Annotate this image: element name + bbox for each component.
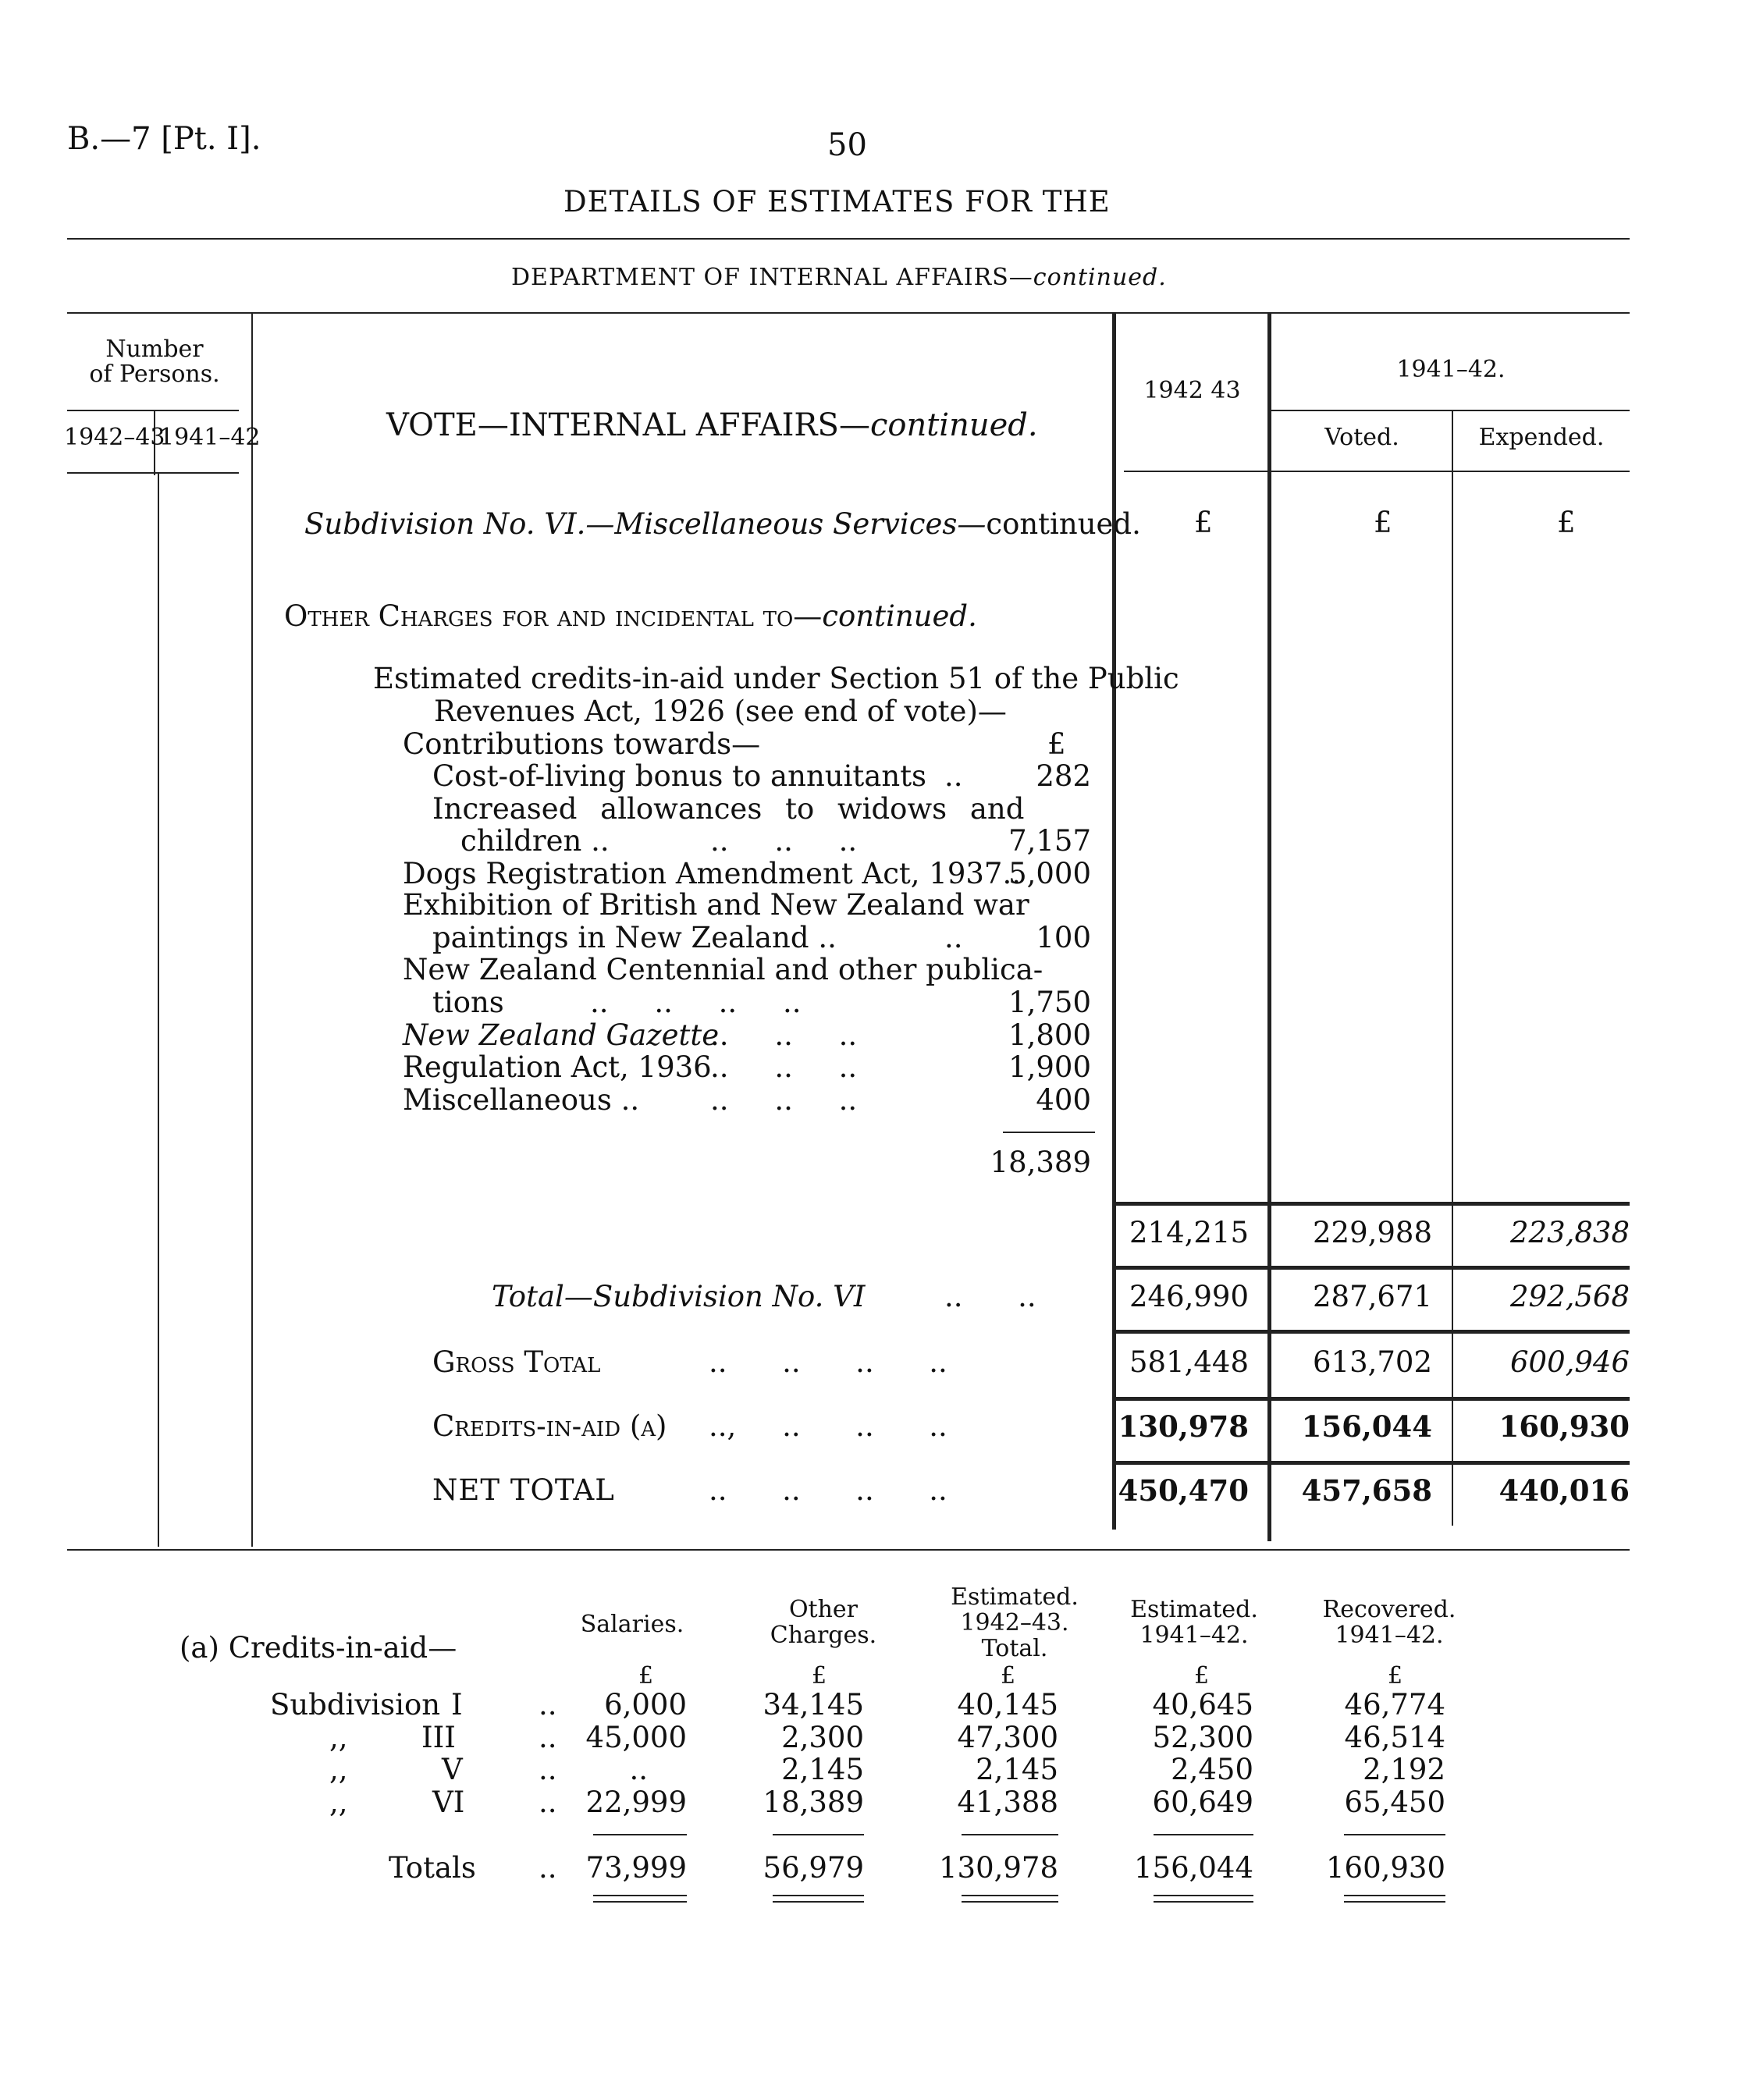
item-value: 100	[1036, 921, 1091, 954]
credits-double-rule-other-b	[773, 1901, 864, 1903]
credits-header-other	[738, 1597, 909, 1648]
credits-row-dots: ..	[539, 1753, 557, 1786]
credits-row-rec41: 46,514	[1344, 1721, 1445, 1754]
credits-row-est41: 52,300	[1152, 1721, 1253, 1754]
credits-pound-total: £	[1001, 1662, 1016, 1690]
other-charges-heading	[284, 599, 977, 633]
department-subtitle-main: DEPARTMENT OF INTERNAL AFFAIRS—	[511, 264, 1033, 291]
item-dots: .. .. ..	[710, 1083, 858, 1117]
credits-header-estimated-1942-line1: Estimated.	[951, 1583, 1079, 1611]
total-dots: .. .. .. ..	[709, 1345, 947, 1379]
item-text: Cost-of-living bonus to annuitants	[432, 759, 927, 793]
credits-row-total: 40,145	[957, 1688, 1058, 1722]
credits-rule-rec41	[1344, 1834, 1445, 1835]
item-text: Increased allowances to widows and	[432, 792, 1025, 826]
item-value: 1,800	[1008, 1018, 1091, 1052]
item-text: New Zealand Centennial and other publica-	[403, 953, 1043, 986]
item-dots: ..	[944, 921, 963, 954]
subdivision-title-cont: continued.	[986, 507, 1141, 541]
column-1941-header: 1941–42.	[1396, 356, 1506, 383]
credits-header-estimated-1942-line3: Total.	[981, 1635, 1048, 1662]
credits-row-other: 2,145	[781, 1753, 864, 1786]
department-subtitle-cont: continued.	[1033, 264, 1167, 291]
total-label: NET TOTAL	[432, 1473, 615, 1507]
np-header-rule	[67, 410, 239, 411]
credits-row-label: ,,	[329, 1721, 348, 1754]
credits-row-salaries: 22,999	[585, 1786, 687, 1819]
item-text: children ..	[460, 824, 610, 858]
total-voted-value: 457,658	[1301, 1473, 1432, 1508]
credits-totals-dots: ..	[539, 1851, 557, 1885]
credits-intro-line1: Estimated credits-in-aid under Section 51 of the Public	[373, 662, 1179, 695]
credits-row-label: ,,	[329, 1753, 348, 1786]
item-value: 1,750	[1008, 986, 1091, 1019]
credits-row-other: 18,389	[763, 1786, 864, 1819]
credits-row-dots: ..	[539, 1721, 557, 1754]
credits-rule-salaries	[593, 1834, 687, 1835]
credits-header-other-line2: Charges.	[770, 1622, 877, 1649]
credits-pound-salaries: £	[638, 1662, 654, 1690]
total-dots: .., .. .. ..	[709, 1409, 947, 1443]
total-voted-value: 229,988	[1312, 1216, 1432, 1249]
totals-rule-4	[1116, 1397, 1630, 1401]
credits-row-num: I	[451, 1688, 463, 1722]
credits-table-title: (a) Credits-in-aid—	[180, 1631, 457, 1665]
item-text: tions	[432, 986, 504, 1019]
item-text: Miscellaneous ..	[403, 1083, 640, 1117]
credits-row-dots: ..	[539, 1786, 557, 1819]
item-text: Regulation Act, 1936	[403, 1050, 712, 1084]
credits-row-other: 2,300	[781, 1721, 864, 1754]
credits-header-recovered-line2: 1941–42.	[1335, 1622, 1444, 1649]
items-sum-rule	[1003, 1132, 1095, 1133]
credits-double-rule-total-b	[962, 1901, 1058, 1903]
total-dots: .. ..	[944, 1280, 1036, 1313]
credits-header-estimated-1942	[929, 1584, 1100, 1661]
table-top-rule	[67, 312, 1630, 314]
credits-double-rule-total-a	[962, 1895, 1058, 1896]
credits-rule-other	[773, 1834, 864, 1835]
credits-header-recovered	[1303, 1597, 1475, 1648]
credits-row-label: ,,	[329, 1786, 348, 1819]
totals-rule-5	[1116, 1461, 1630, 1465]
voted-header: Voted.	[1324, 424, 1399, 451]
header-rule	[67, 238, 1630, 240]
credits-row-other: 34,145	[763, 1688, 864, 1722]
credits-row-num: III	[421, 1721, 456, 1754]
credits-double-rule-salaries-b	[593, 1901, 687, 1903]
credits-rule-est41	[1154, 1834, 1253, 1835]
credits-row-est41: 2,450	[1171, 1753, 1253, 1786]
year1941-header-rule	[1271, 410, 1630, 411]
np-inner-divider	[158, 474, 159, 1547]
page-number: 50	[827, 127, 867, 163]
credits-row-rec41: 2,192	[1363, 1753, 1445, 1786]
item-dots: .. .. ..	[710, 1050, 858, 1084]
items-sum: 18,389	[990, 1146, 1091, 1179]
number-of-persons-label	[67, 337, 242, 387]
total-expended-value: 292,568	[1509, 1280, 1630, 1313]
total-1942-value: 246,990	[1129, 1280, 1249, 1313]
credits-totals-other: 56,979	[763, 1851, 864, 1885]
total-expended-value: 160,930	[1498, 1409, 1630, 1444]
credits-double-rule-est41-b	[1154, 1901, 1253, 1903]
subdivision-title-italic: Subdivision No. VI.—Miscellaneous Services—	[304, 507, 987, 541]
table-bottom-rule	[67, 1549, 1630, 1551]
item-text: Exhibition of British and New Zealand war	[403, 888, 1029, 922]
expended-header: Expended.	[1478, 424, 1605, 451]
items-pound-sign: £	[1047, 727, 1066, 761]
credits-totals-salaries: 73,999	[585, 1851, 687, 1885]
total-voted-value: 613,702	[1312, 1345, 1432, 1379]
item-text: paintings in New Zealand ..	[432, 921, 837, 954]
totals-rule-3	[1116, 1330, 1630, 1334]
item-value: 5,000	[1008, 857, 1091, 890]
np-1942-label: 1942–43	[64, 424, 165, 451]
credits-double-rule-rec41-a	[1344, 1895, 1445, 1896]
total-1942-value: 450,470	[1118, 1473, 1249, 1508]
total-expended-value: 223,838	[1509, 1216, 1630, 1249]
currency-voted: £	[1374, 506, 1392, 539]
subdivision-title	[304, 507, 1141, 541]
credits-row-salaries: ..	[629, 1753, 648, 1786]
total-dots: .. .. .. ..	[709, 1473, 947, 1507]
credits-header-estimated-1941-line2: 1941–42.	[1139, 1622, 1249, 1649]
credits-double-rule-other-a	[773, 1895, 864, 1896]
credits-pound-rec41: £	[1388, 1662, 1403, 1690]
column-1942-header: 1942 43	[1143, 377, 1241, 404]
year1941-left-rule	[1267, 312, 1271, 1541]
item-dots: .. .. ..	[710, 1018, 858, 1052]
total-voted-value: 287,671	[1312, 1280, 1432, 1313]
vote-title-main: VOTE—INTERNAL AFFAIRS—	[386, 407, 870, 443]
total-label: Credits-in-aid (a)	[432, 1409, 667, 1443]
page-reference: B.—7 [Pt. I].	[67, 121, 261, 157]
credits-rule-total	[962, 1834, 1058, 1835]
credits-header-estimated-1942-line2: 1942–43.	[960, 1609, 1069, 1636]
number-of-persons-line1: Number	[105, 336, 204, 363]
other-charges-heading-main: Other Charges for and incidental to—	[284, 599, 823, 633]
total-label: Total—Subdivision No. VI	[492, 1280, 866, 1313]
credits-header-salaries: Salaries.	[580, 1611, 684, 1638]
total-expended-value: 600,946	[1509, 1345, 1630, 1379]
credits-row-salaries: 45,000	[585, 1721, 687, 1754]
credits-header-recovered-line1: Recovered.	[1322, 1596, 1456, 1623]
currency-1942: £	[1194, 506, 1213, 539]
totals-rule-2	[1116, 1266, 1630, 1270]
contributions-label: Contributions towards—	[403, 727, 761, 761]
description-left-rule	[251, 312, 253, 1547]
credits-totals-rec41: 160,930	[1325, 1851, 1445, 1885]
vote-title-cont: continued.	[869, 407, 1038, 443]
page-title: DETAILS OF ESTIMATES FOR THE	[563, 185, 1111, 219]
item-value: 400	[1036, 1083, 1091, 1117]
total-1942-value: 581,448	[1129, 1345, 1249, 1379]
credits-row-dots: ..	[539, 1688, 557, 1722]
vote-title	[386, 407, 1038, 443]
credits-row-salaries: 6,000	[604, 1688, 687, 1722]
number-of-persons-line2: of Persons.	[89, 361, 220, 388]
item-value: 7,157	[1008, 824, 1091, 858]
item-dots: .. .. ..	[710, 824, 858, 858]
credits-pound-est41: £	[1194, 1662, 1210, 1690]
np-1941-label: 1941–42	[159, 424, 261, 451]
item-dots: ..	[944, 759, 963, 793]
credits-totals-label: Totals	[389, 1851, 476, 1885]
credits-row-total: 47,300	[957, 1721, 1058, 1754]
other-charges-heading-cont: continued.	[822, 599, 977, 633]
credits-double-rule-rec41-b	[1344, 1901, 1445, 1903]
credits-row-est41: 60,649	[1152, 1786, 1253, 1819]
item-value: 1,900	[1008, 1050, 1091, 1084]
total-voted-value: 156,044	[1301, 1409, 1432, 1444]
credits-header-estimated-1941-line1: Estimated.	[1130, 1596, 1258, 1623]
credits-row-rec41: 46,774	[1344, 1688, 1445, 1722]
credits-row-rec41: 65,450	[1344, 1786, 1445, 1819]
credits-row-label: Subdivision	[270, 1688, 441, 1722]
credits-row-est41: 40,645	[1152, 1688, 1253, 1722]
item-dots: .. .. .. ..	[590, 986, 802, 1019]
total-1942-value: 130,978	[1118, 1409, 1249, 1444]
total-1942-value: 214,215	[1129, 1216, 1249, 1249]
currency-expended: £	[1557, 506, 1576, 539]
total-label: Gross Total	[432, 1345, 601, 1379]
item-text: Dogs Registration Amendment Act, 1937..	[403, 857, 1021, 890]
credits-double-rule-salaries-a	[593, 1895, 687, 1896]
item-value: 282	[1036, 759, 1091, 793]
total-expended-value: 440,016	[1498, 1473, 1630, 1508]
credits-intro-line2: Revenues Act, 1926 (see end of vote)—	[434, 695, 1007, 728]
credits-header-other-line1: Other	[788, 1596, 859, 1623]
item-text: New Zealand Gazette	[403, 1018, 720, 1052]
credits-row-total: 2,145	[976, 1753, 1058, 1786]
credits-header-estimated-1941	[1108, 1597, 1280, 1648]
credits-pound-other: £	[812, 1662, 827, 1690]
np-subheader-rule	[67, 472, 239, 474]
credits-double-rule-est41-a	[1154, 1895, 1253, 1896]
totals-top-rule	[1116, 1202, 1630, 1206]
department-subtitle	[511, 264, 1167, 291]
amount-header-rule	[1124, 471, 1630, 472]
credits-totals-total: 130,978	[938, 1851, 1058, 1885]
credits-row-num: VI	[432, 1786, 465, 1819]
credits-row-total: 41,388	[957, 1786, 1058, 1819]
credits-row-num: V	[442, 1753, 463, 1786]
credits-totals-est41: 156,044	[1133, 1851, 1253, 1885]
